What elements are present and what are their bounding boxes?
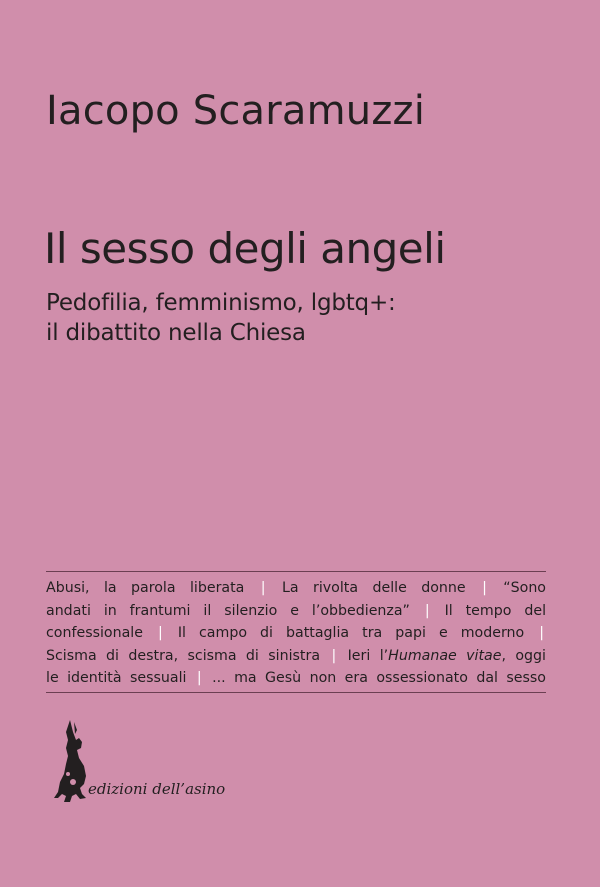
- chapter-title-italic: Humanae vitae: [388, 647, 502, 664]
- divider-top: [46, 571, 546, 572]
- chapter-title-text: , oggi: [501, 647, 547, 664]
- separator: |: [424, 602, 430, 619]
- chapter-title: [348, 648, 546, 664]
- chapter-title-text: Ieri l’: [347, 647, 389, 664]
- divider-bottom: [46, 692, 546, 693]
- chapter-title: ... ma Gesù non era ossessionato dal sesso: [212, 670, 546, 687]
- blurb-line: [46, 600, 546, 623]
- chapter-title: andati in frantumi il silenzio e l’obbedienza”: [46, 602, 410, 619]
- chapter-title: confessionale: [46, 625, 143, 642]
- author-name: Iacopo Scaramuzzi: [46, 88, 426, 134]
- subtitle-line-1: Pedofilia, femminismo, lgbtq+:: [46, 290, 396, 316]
- chapter-title: Il tempo del: [444, 602, 547, 619]
- blurb-line: [46, 622, 546, 645]
- separator: |: [539, 625, 545, 642]
- blurb-line: [46, 577, 546, 600]
- separator: |: [196, 670, 202, 687]
- publisher-name: edizioni dell’asino: [88, 780, 226, 798]
- chapter-title: Scisma di destra, scisma di sinistra: [46, 647, 321, 664]
- separator: |: [331, 647, 337, 664]
- chapter-title: Il campo di battaglia tra papi e moderno: [177, 625, 525, 642]
- separator: |: [158, 625, 163, 642]
- separator: |: [482, 580, 487, 596]
- chapter-title: le identità sessuali: [46, 670, 187, 687]
- blurb-line: [46, 645, 546, 668]
- blurb-line: [46, 667, 546, 690]
- book-subtitle: [46, 288, 396, 348]
- publisher-block: [46, 718, 266, 808]
- chapter-title: “Sono: [503, 580, 546, 596]
- subtitle-line-2: il dibattito nella Chiesa: [46, 320, 306, 346]
- chapter-title: La rivolta delle donne: [282, 580, 466, 596]
- contents-blurb: [46, 577, 546, 690]
- chapter-title: Abusi, la parola liberata: [46, 580, 245, 596]
- separator: |: [260, 580, 266, 596]
- book-title: Il sesso degli angeli: [44, 224, 446, 273]
